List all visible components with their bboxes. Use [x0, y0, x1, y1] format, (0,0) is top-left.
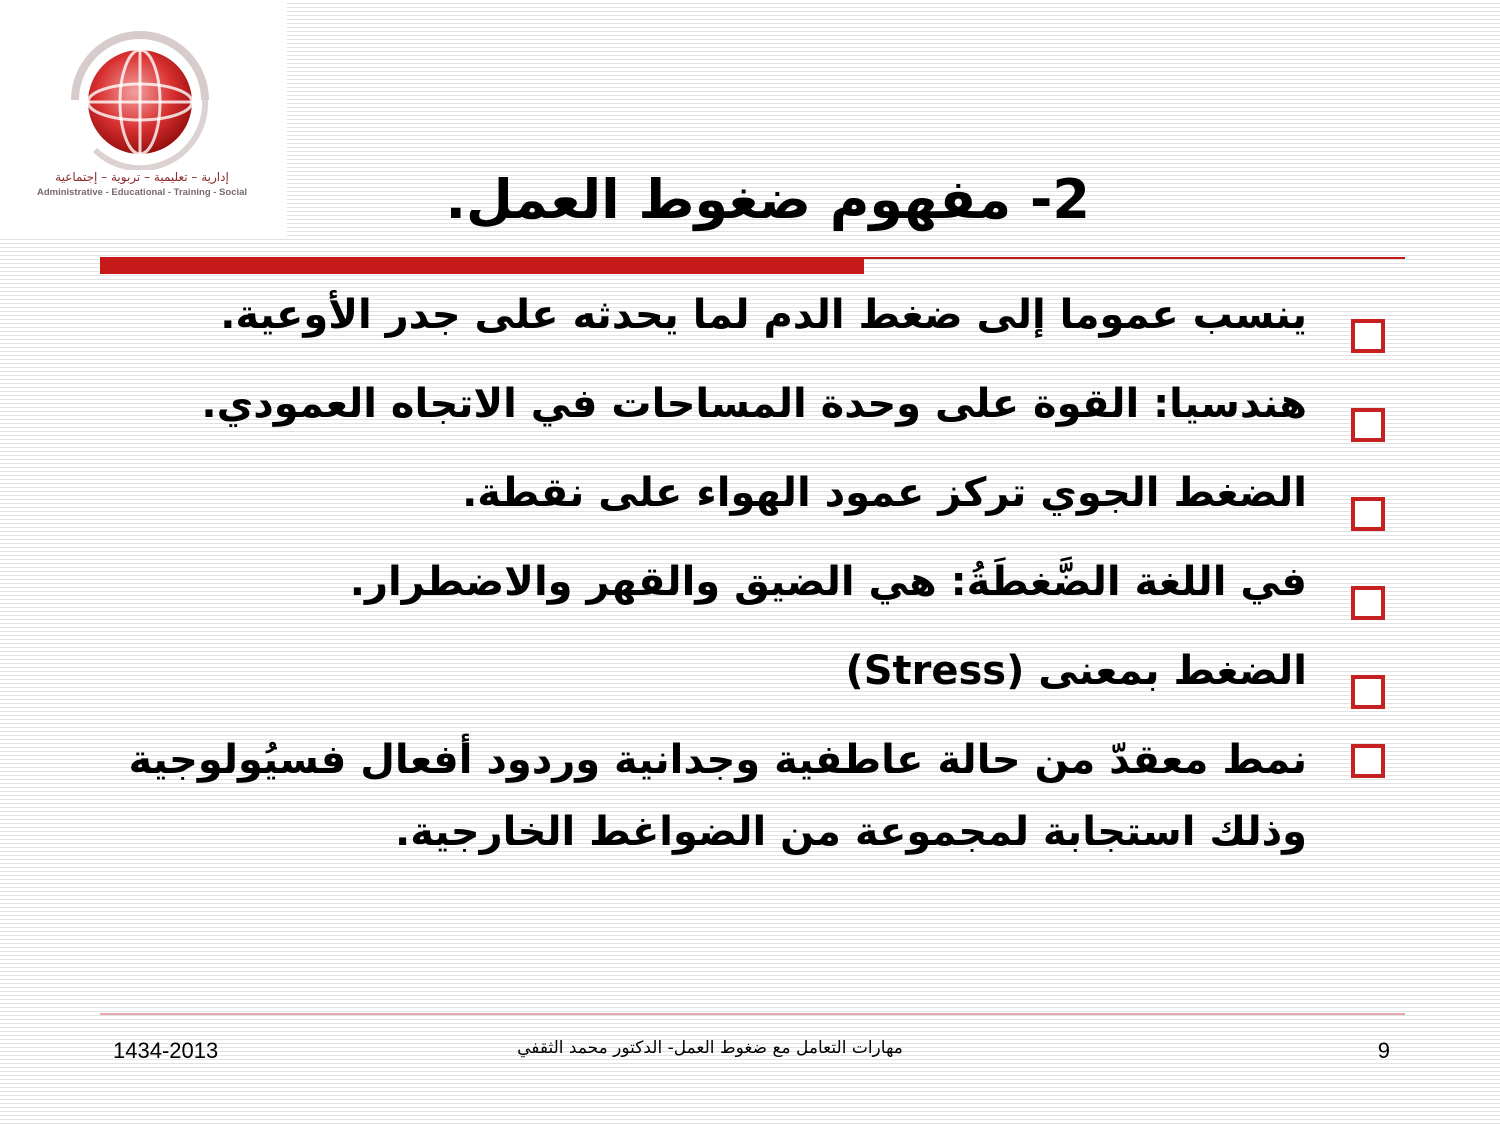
page-number: 9 — [1377, 1038, 1390, 1063]
slide-title: 2- مفهوم ضغوط العمل. — [445, 168, 1090, 231]
bullet-item — [100, 724, 1385, 868]
bullet-text: في اللغة الضَّغطَةُ: هي الضيق والقهر والاضطرار. — [349, 559, 1307, 605]
square-bullet-icon — [1351, 586, 1385, 620]
square-bullet-icon — [1351, 408, 1385, 442]
bullet-item — [100, 471, 1385, 516]
bullet-text: نمط معقدّ من حالة عاطفية وجدانية وردود أفعال فسيُولوجية وذلك استجابة لمجموعة من الضواغط الخارجية. — [128, 737, 1307, 855]
logo-arabic-tagline: إدارية – تعليمية – تربوية – إجتماعية — [55, 170, 229, 184]
logo-english-tagline: Administrative - Educational - Training - Social — [36, 187, 248, 198]
bullet-item — [100, 382, 1385, 427]
bullet-item — [100, 293, 1385, 338]
bullet-text: ينسب عموما إلى ضغط الدم لما يحدثه على جدر الأوعية. — [220, 292, 1307, 338]
square-bullet-icon — [1351, 319, 1385, 353]
logo — [0, 0, 287, 238]
bullet-text: الضغط الجوي تركز عمود الهواء على نقطة. — [462, 470, 1307, 516]
title-accent-bar — [100, 257, 864, 274]
globe-logo-icon — [55, 20, 225, 170]
square-bullet-icon — [1351, 497, 1385, 531]
footer-date: 1434-2013 — [113, 1038, 219, 1063]
footer-divider — [100, 1013, 1405, 1015]
bullet-list — [100, 293, 1385, 868]
footer-title: مهارات التعامل مع ضغوط العمل- الدكتور محمد الثقفي — [517, 1038, 903, 1058]
bullet-item — [100, 560, 1385, 605]
square-bullet-icon — [1351, 675, 1385, 709]
bullet-text: الضغط بمعنى (Stress) — [845, 648, 1307, 694]
bullet-item — [100, 649, 1385, 694]
bullet-text: هندسيا: القوة على وحدة المساحات في الاتجاه العمودي. — [201, 381, 1307, 427]
square-bullet-icon — [1351, 744, 1385, 778]
